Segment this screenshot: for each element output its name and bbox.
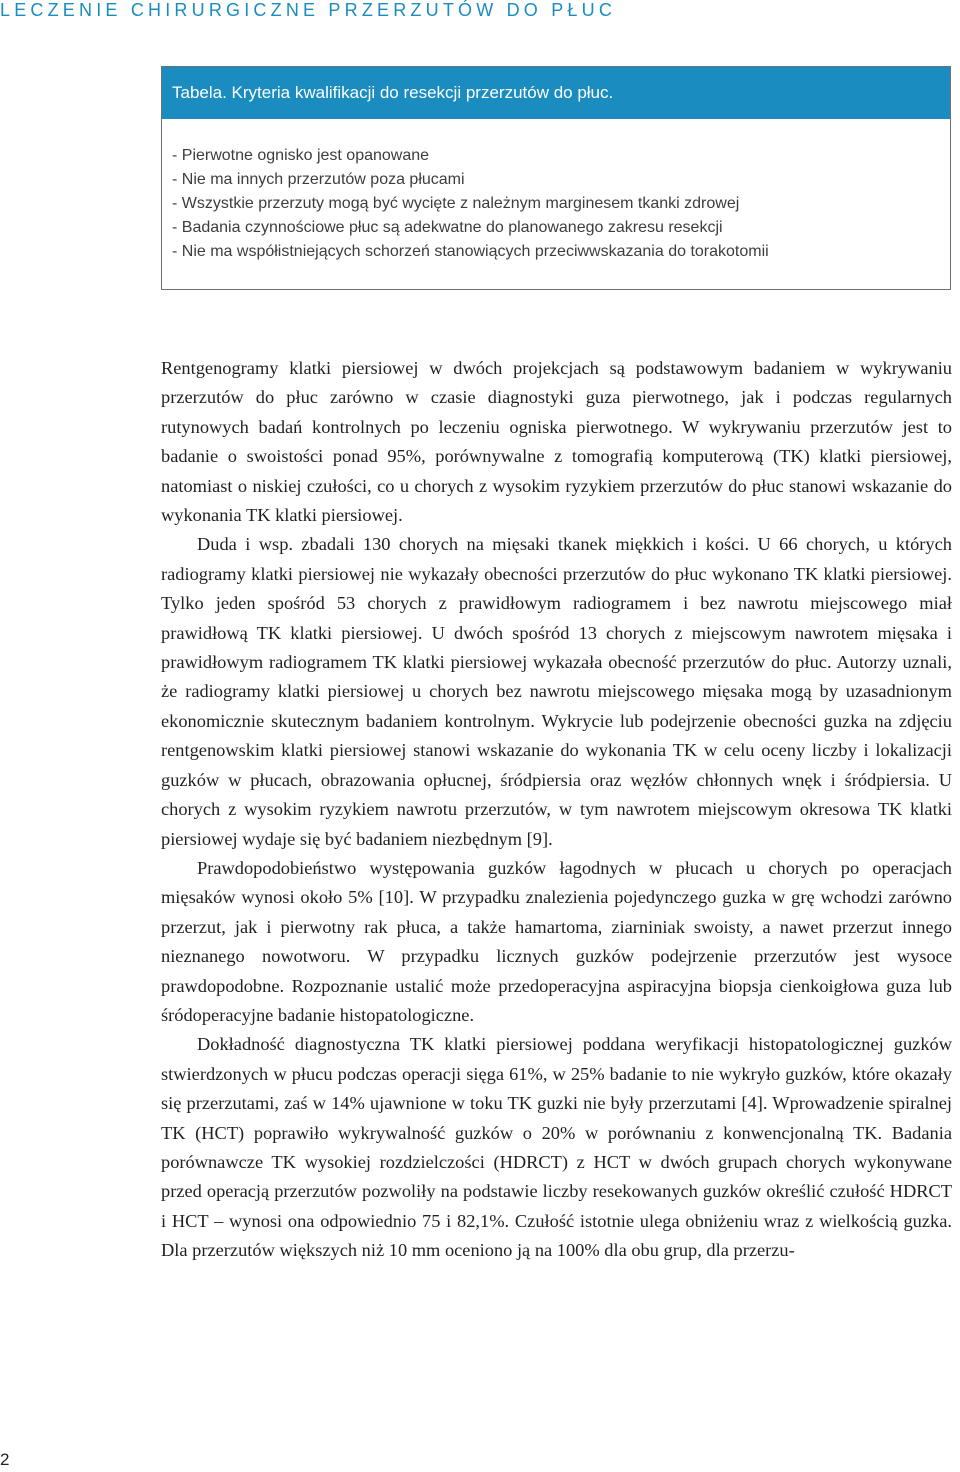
criteria-item: - Nie ma innych przerzutów poza płucami — [172, 171, 465, 188]
table-caption: Tabela. Kryteria kwalifikacji do resekcji przerzutów do płuc. — [162, 67, 950, 119]
criteria-table — [161, 66, 951, 290]
criteria-list — [172, 144, 769, 264]
criteria-item: - Badania czynnościowe płuc są adekwatne do planowanego zakresu resekcji — [172, 219, 723, 236]
criteria-item: - Nie ma współistniejących schorzeń stanowiących przeciwwskazania do torakotomii — [172, 243, 769, 260]
body-paragraph: Rentgenogramy klatki piersiowej w dwóch projekcjach są podstawowym badaniem w wykrywaniu przerzutów do płuc zarówno w czasie diagnostyki guza pierwotnego, jak i podczas regularnych rutynowych badań kontrolnych po leczeniu ogniska pierwotnego. W wykrywaniu przerzutów jest to badanie o swoistości ponad 95%, porównywalne z tomografią komputerową (TK) klatki piersiowej, natomiast o niskiej czułości, co u chorych z wysokim ryzykiem przerzutów do płuc stanowi wskazanie do wykonania TK klatki piersiowej. — [161, 358, 952, 526]
body-paragraph: Prawdopodobieństwo występowania guzków łagodnych w płucach u chorych po operacjach mięsaków wynosi około 5% [10]. W przypadku znalezienia pojedynczego guzka w grę wchodzi zarówno przerzut, jak i pierwotny rak płuca, a także hamartoma, ziarniniak swoisty, a nawet przerzut innego nieznanego nowotworu. W przypadku licznych guzków podejrzenie przerzutów jest wysoce prawdopodobne. Rozpoznanie ustalić może przedoperacyjna aspiracyjna biopsja cienkoigłowa guza lub śródoperacyjne badanie histopatologiczne. — [161, 857, 952, 1025]
running-header: LECZENIE CHIRURGICZNE PRZERZUTÓW DO PŁUC — [0, 0, 617, 20]
page-number: 2 — [0, 1450, 10, 1469]
criteria-item: - Wszystkie przerzuty mogą być wycięte z należnym marginesem tkanki zdrowej — [172, 195, 740, 212]
body-paragraph: Duda i wsp. zbadali 130 chorych na mięsaki tkanek miękkich i kości. U 66 chorych, u których radiogramy klatki piersiowej nie wykazały obecności przerzutów do płuc wykonano TK klatki piersiowej. Tylko jeden spośród 53 chorych z prawidłowym radiogramem i bez nawrotu miejscowego miał prawidłową TK klatki piersiowej. U dwóch spośród 13 chorych z miejscowym nawrotem mięsaka i prawidłowym radiogramem TK klatki piersiowej wykazała obecność przerzutów do płuc. Autorzy uznali, że radiogramy klatki piersiowej u chorych bez nawrotu miejscowego mięsaka mogą by uzasadnionym ekonomicznie skutecznym badaniem kontrolnym. Wykrycie lub podejrzenie obecności guzka na zdjęciu rentgenowskim klatki piersiowej stanowi wskazanie do wykonania TK w celu oceny liczby i lokalizacji guzków w płucach, obrazowania opłucnej, śródpiersia oraz węzłów chłonnych wnęk i śródpiersia. U chorych z wysokim ryzykiem nawrotu przerzutów, w tym nawrotem miejscowym okresowa TK klatki piersiowej wydaje się być badaniem niezbędnym [9]. — [161, 534, 952, 849]
criteria-item: - Pierwotne ognisko jest opanowane — [172, 147, 430, 164]
body-paragraph: Dokładność diagnostyczna TK klatki piersiowej poddana weryfikacji histopatologicznej guzków stwierdzonych w płucu podczas operacji sięga 61%, w 25% badanie to nie wykryło guzków, które okazały się przerzutami, zaś w 14% ujawnione w toku TK guzki nie były przerzutami [4]. Wprowadzenie spiralnej TK (HCT) poprawiło wykrywalność guzków o 20% w porównaniu z konwencjonalną TK. Badania porównawcze TK wysokiej rozdzielczości (HDRCT) z HCT w dwóch grupach chorych wykonywane przed operacją przerzutów pozwoliły na podstawie liczby resekowanych guzków określić czułość HDRCT i HCT – wynosi ona odpowiednio 75 i 82,1%. Czułość istotnie ulega obniżeniu wraz z wielkością guzka. Dla przerzutów większych niż 10 mm oceniono ją na 100% dla obu grup, dla przerzu- — [161, 1034, 952, 1261]
article-body — [161, 354, 952, 1266]
